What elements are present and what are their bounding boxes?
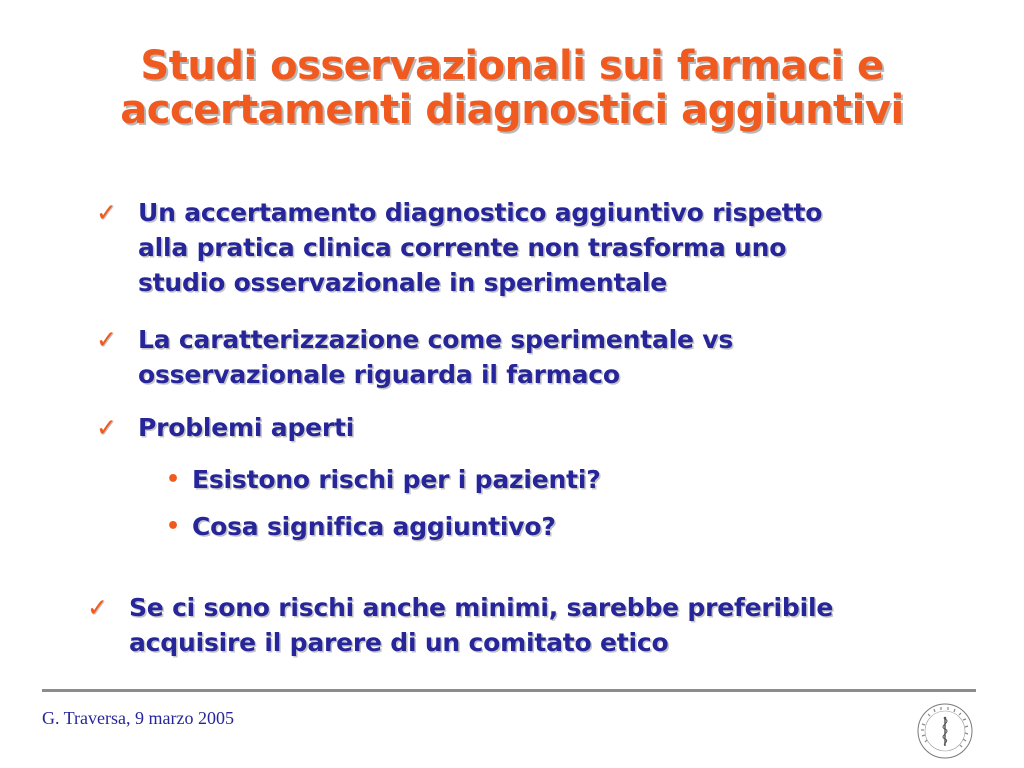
bullet-4-line-2: acquisire il parere di un comitato etico	[129, 628, 669, 657]
checkmark-icon: ✓	[87, 593, 108, 622]
footer-divider	[42, 689, 976, 692]
title-line-2: accertamenti diagnostici aggiuntivi	[120, 87, 904, 133]
sub-item-1-text: Esistono rischi per i pazienti?	[192, 465, 601, 494]
footer-text: G. Traversa, 9 marzo 2005	[42, 708, 234, 728]
bullet-item-3	[96, 410, 355, 445]
bullet-item-1	[96, 195, 823, 300]
bullet-item-2	[96, 322, 734, 392]
checkmark-icon: ✓	[96, 325, 117, 354]
bullet-1-line-2: alla pratica clinica corrente non trasforma uno	[138, 233, 787, 262]
bullet-2-line-1: La caratterizzazione come sperimentale vs	[138, 325, 734, 354]
bullet-3-line-1: Problemi aperti	[138, 413, 355, 442]
bullet-1-line-1: Un accertamento diagnostico aggiuntivo rispetto	[138, 198, 823, 227]
title-line-1: Studi osservazionali sui farmaci e	[140, 43, 884, 89]
bullet-dot-icon: •	[166, 514, 180, 539]
bullet-2-line-2: osservazionale riguarda il farmaco	[138, 360, 620, 389]
institute-seal-logo	[912, 700, 978, 760]
sub-item-2	[166, 509, 556, 544]
bullet-1-line-3: studio osservazionale in sperimentale	[138, 268, 668, 297]
bullet-item-4	[87, 590, 834, 660]
checkmark-icon: ✓	[96, 413, 117, 442]
slide-title	[0, 44, 1024, 132]
bullet-4-line-1: Se ci sono rischi anche minimi, sarebbe preferibile	[129, 593, 834, 622]
sub-item-2-text: Cosa significa aggiuntivo?	[192, 512, 556, 541]
bullet-dot-icon: •	[166, 467, 180, 492]
checkmark-icon: ✓	[96, 198, 117, 227]
sub-item-1	[166, 462, 601, 497]
